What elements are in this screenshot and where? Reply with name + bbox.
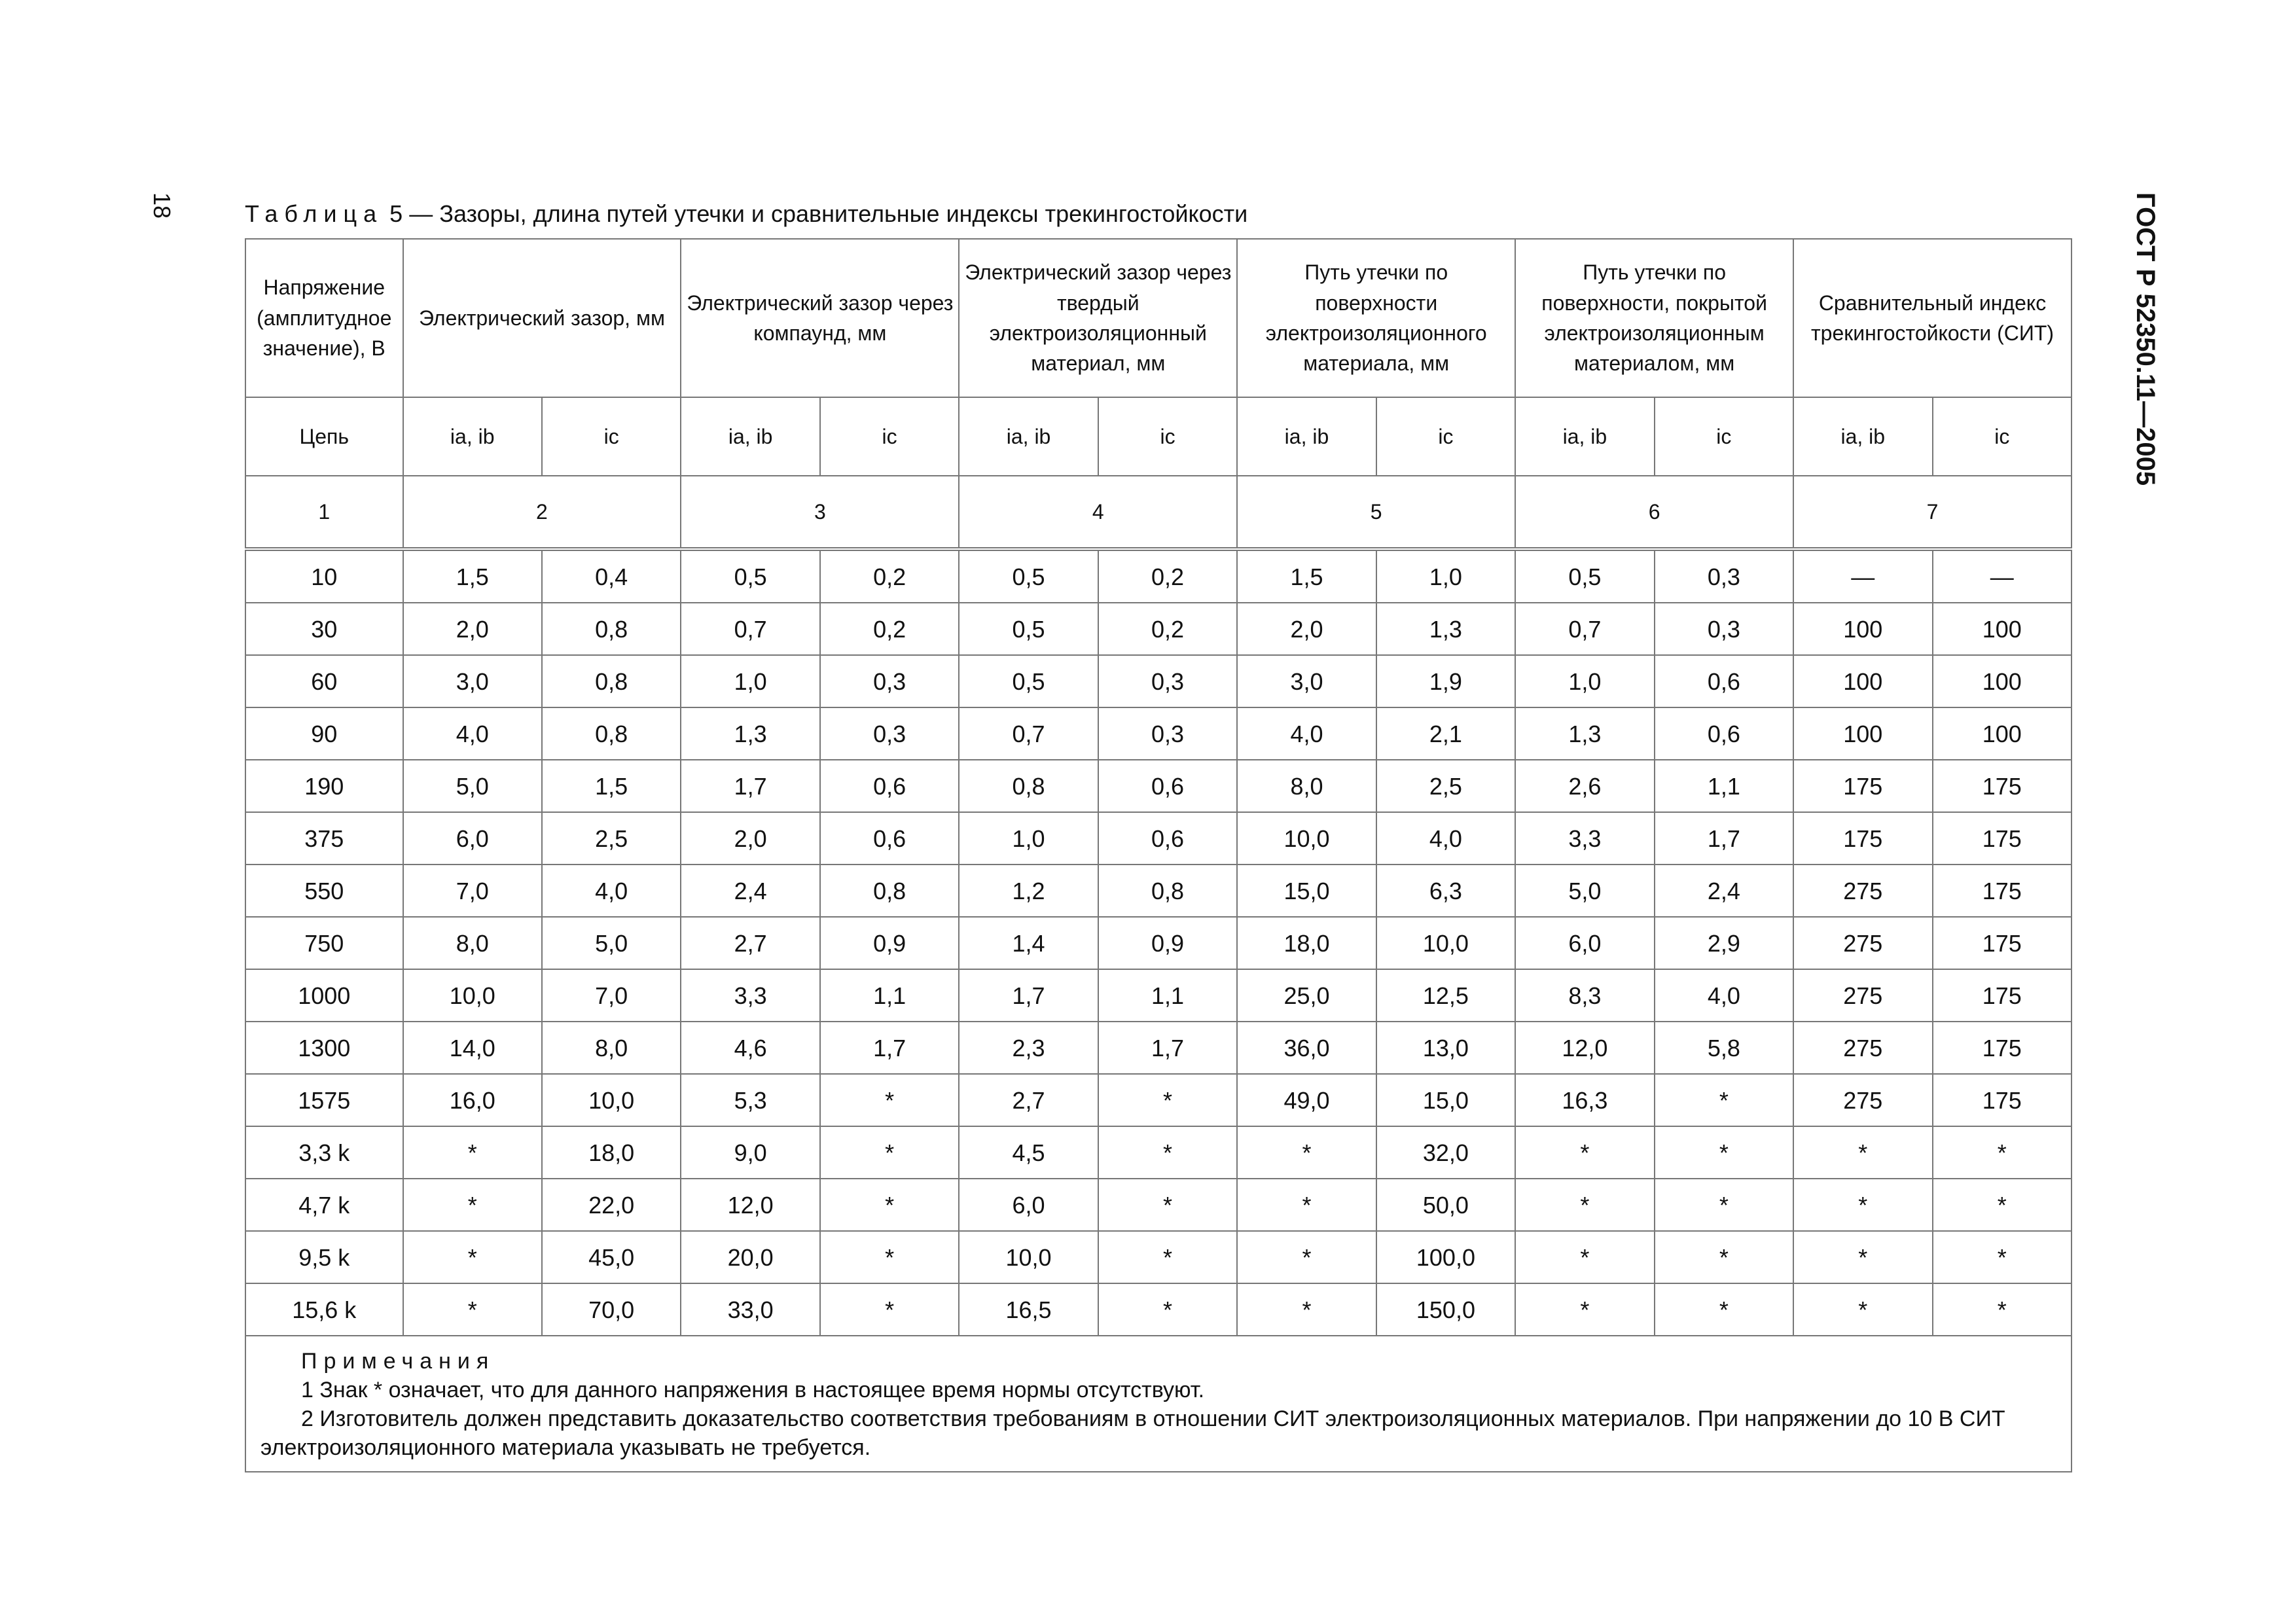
value-cell: 1,7 <box>681 760 819 812</box>
table-row <box>245 1074 2072 1126</box>
document-code: ГОСТ Р 52350.11—2005 <box>2131 192 2160 486</box>
value-cell: 20,0 <box>681 1231 819 1283</box>
voltage-cell: 1575 <box>245 1074 403 1126</box>
value-cell: 0,5 <box>681 549 819 603</box>
value-cell: 275 <box>1793 1074 1932 1126</box>
value-cell: 100 <box>1933 603 2072 655</box>
value-cell: * <box>1655 1074 1793 1126</box>
column-number: 2 <box>403 476 681 549</box>
value-cell: 10,0 <box>1237 812 1376 865</box>
value-cell: 2,7 <box>681 917 819 969</box>
value-cell: 175 <box>1793 812 1932 865</box>
column-number: 5 <box>1237 476 1515 549</box>
value-cell: 175 <box>1933 1074 2072 1126</box>
voltage-cell: 90 <box>245 707 403 760</box>
notes-title: Примечания <box>301 1348 495 1374</box>
value-cell: 0,6 <box>1655 707 1793 760</box>
value-cell: 0,2 <box>1098 549 1237 603</box>
value-cell: 1,7 <box>959 969 1098 1022</box>
table-caption <box>245 200 1247 228</box>
value-cell: 0,9 <box>820 917 959 969</box>
header-group-6: Сравнительный индекс трекингостойкости (СИТ) <box>1793 239 2072 397</box>
value-cell: 175 <box>1933 760 2072 812</box>
table-row <box>245 549 2072 603</box>
table-row <box>245 655 2072 707</box>
value-cell: 3,0 <box>1237 655 1376 707</box>
note-item: 1 Знак * означает, что для данного напряжения в настоящее время нормы отсутствуют. <box>301 1377 1205 1402</box>
value-cell: 175 <box>1933 812 2072 865</box>
clearance-table <box>245 238 2072 1472</box>
value-cell: 0,4 <box>542 549 681 603</box>
subheader-cell: ic <box>542 397 681 476</box>
value-cell: * <box>1098 1126 1237 1179</box>
value-cell: 0,8 <box>820 865 959 917</box>
value-cell: 4,6 <box>681 1022 819 1074</box>
header-group-1: Электрический зазор, мм <box>403 239 681 397</box>
subheader-cell: ic <box>820 397 959 476</box>
column-number-row <box>245 476 2072 549</box>
value-cell: 1,3 <box>681 707 819 760</box>
value-cell: — <box>1793 549 1932 603</box>
value-cell: 4,5 <box>959 1126 1098 1179</box>
value-cell: * <box>1098 1283 1237 1336</box>
value-cell: 10,0 <box>1376 917 1515 969</box>
table-row <box>245 1231 2072 1283</box>
value-cell: 3,3 <box>1515 812 1654 865</box>
value-cell: 3,3 <box>681 969 819 1022</box>
value-cell: 14,0 <box>403 1022 542 1074</box>
value-cell: 7,0 <box>403 865 542 917</box>
value-cell: 0,6 <box>1098 760 1237 812</box>
value-cell: 0,7 <box>681 603 819 655</box>
value-cell: 8,0 <box>542 1022 681 1074</box>
table-row <box>245 603 2072 655</box>
column-number: 6 <box>1515 476 1793 549</box>
value-cell: 5,0 <box>1515 865 1654 917</box>
value-cell: 100 <box>1793 655 1932 707</box>
value-cell: 0,8 <box>959 760 1098 812</box>
subheader-cell: ia, ib <box>959 397 1098 476</box>
value-cell: * <box>1933 1231 2072 1283</box>
voltage-cell: 550 <box>245 865 403 917</box>
value-cell: 15,0 <box>1376 1074 1515 1126</box>
value-cell: * <box>1933 1179 2072 1231</box>
value-cell: 22,0 <box>542 1179 681 1231</box>
value-cell: 150,0 <box>1376 1283 1515 1336</box>
value-cell: 0,2 <box>820 549 959 603</box>
value-cell: 33,0 <box>681 1283 819 1336</box>
value-cell: 2,7 <box>959 1074 1098 1126</box>
value-cell: 9,0 <box>681 1126 819 1179</box>
value-cell: 10,0 <box>542 1074 681 1126</box>
value-cell: * <box>1515 1231 1654 1283</box>
value-cell: * <box>1098 1179 1237 1231</box>
value-cell: 1,5 <box>542 760 681 812</box>
value-cell: 2,0 <box>681 812 819 865</box>
column-number: 7 <box>1793 476 2072 549</box>
value-cell: 50,0 <box>1376 1179 1515 1231</box>
value-cell: * <box>1793 1231 1932 1283</box>
value-cell: 100 <box>1793 707 1932 760</box>
value-cell: * <box>820 1283 959 1336</box>
value-cell: * <box>403 1283 542 1336</box>
value-cell: 0,5 <box>959 655 1098 707</box>
value-cell: 0,6 <box>1098 812 1237 865</box>
voltage-cell: 375 <box>245 812 403 865</box>
value-cell: 275 <box>1793 969 1932 1022</box>
value-cell: 0,5 <box>959 549 1098 603</box>
value-cell: 2,5 <box>1376 760 1515 812</box>
value-cell: 0,7 <box>1515 603 1654 655</box>
value-cell: 2,9 <box>1655 917 1793 969</box>
subheader-cell: ia, ib <box>1515 397 1654 476</box>
table-row <box>245 1283 2072 1336</box>
value-cell: 6,0 <box>1515 917 1654 969</box>
value-cell: 2,4 <box>681 865 819 917</box>
value-cell: 2,0 <box>403 603 542 655</box>
value-cell: 1,9 <box>1376 655 1515 707</box>
value-cell: * <box>1237 1283 1376 1336</box>
value-cell: 45,0 <box>542 1231 681 1283</box>
value-cell: 0,3 <box>820 707 959 760</box>
value-cell: 2,5 <box>542 812 681 865</box>
header-row <box>245 239 2072 397</box>
voltage-cell: 1300 <box>245 1022 403 1074</box>
value-cell: * <box>1237 1126 1376 1179</box>
table-row <box>245 969 2072 1022</box>
page-number: 18 <box>149 192 175 219</box>
value-cell: 0,3 <box>1655 603 1793 655</box>
value-cell: * <box>403 1126 542 1179</box>
value-cell: 16,5 <box>959 1283 1098 1336</box>
value-cell: * <box>1793 1283 1932 1336</box>
subheader-cell: ic <box>1376 397 1515 476</box>
value-cell: 2,0 <box>1237 603 1376 655</box>
value-cell: 5,0 <box>403 760 542 812</box>
voltage-cell: 60 <box>245 655 403 707</box>
value-cell: 1,3 <box>1376 603 1515 655</box>
value-cell: 4,0 <box>1237 707 1376 760</box>
value-cell: * <box>1515 1179 1654 1231</box>
value-cell: 1,1 <box>1098 969 1237 1022</box>
value-cell: * <box>1933 1126 2072 1179</box>
value-cell: 25,0 <box>1237 969 1376 1022</box>
value-cell: 0,6 <box>820 812 959 865</box>
value-cell: 10,0 <box>403 969 542 1022</box>
value-cell: 1,5 <box>403 549 542 603</box>
value-cell: 175 <box>1933 865 2072 917</box>
value-cell: 10,0 <box>959 1231 1098 1283</box>
notes-row <box>245 1336 2072 1472</box>
value-cell: 0,3 <box>1098 707 1237 760</box>
voltage-cell: 30 <box>245 603 403 655</box>
value-cell: * <box>403 1231 542 1283</box>
column-number: 3 <box>681 476 959 549</box>
header-circuit: Цепь <box>245 397 403 476</box>
value-cell: * <box>1237 1231 1376 1283</box>
value-cell: 12,0 <box>681 1179 819 1231</box>
table-row <box>245 1179 2072 1231</box>
value-cell: 0,2 <box>820 603 959 655</box>
value-cell: 1,7 <box>820 1022 959 1074</box>
value-cell: 1,7 <box>1655 812 1793 865</box>
voltage-cell: 1000 <box>245 969 403 1022</box>
voltage-cell: 15,6 k <box>245 1283 403 1336</box>
value-cell: 175 <box>1793 760 1932 812</box>
value-cell: 7,0 <box>542 969 681 1022</box>
table-row <box>245 917 2072 969</box>
value-cell: 8,3 <box>1515 969 1654 1022</box>
value-cell: 0,9 <box>1098 917 1237 969</box>
value-cell: 0,5 <box>959 603 1098 655</box>
value-cell: * <box>1098 1074 1237 1126</box>
voltage-cell: 4,7 k <box>245 1179 403 1231</box>
value-cell: * <box>1515 1283 1654 1336</box>
table-row <box>245 865 2072 917</box>
table-row <box>245 760 2072 812</box>
table-row <box>245 1022 2072 1074</box>
subheader-cell: ic <box>1098 397 1237 476</box>
value-cell: 100 <box>1933 707 2072 760</box>
table-row <box>245 812 2072 865</box>
value-cell: 4,0 <box>542 865 681 917</box>
value-cell: 100 <box>1933 655 2072 707</box>
notes-cell <box>245 1336 2072 1472</box>
value-cell: 16,3 <box>1515 1074 1654 1126</box>
subheader-cell: ic <box>1933 397 2072 476</box>
value-cell: 1,2 <box>959 865 1098 917</box>
value-cell: 5,8 <box>1655 1022 1793 1074</box>
value-cell: 175 <box>1933 917 2072 969</box>
value-cell: 12,0 <box>1515 1022 1654 1074</box>
voltage-cell: 10 <box>245 549 403 603</box>
value-cell: 100,0 <box>1376 1231 1515 1283</box>
value-cell: 15,0 <box>1237 865 1376 917</box>
value-cell: — <box>1933 549 2072 603</box>
column-number: 4 <box>959 476 1237 549</box>
value-cell: 1,5 <box>1237 549 1376 603</box>
value-cell: 12,5 <box>1376 969 1515 1022</box>
value-cell: 2,6 <box>1515 760 1654 812</box>
value-cell: 6,0 <box>403 812 542 865</box>
value-cell: * <box>1655 1179 1793 1231</box>
subheader-cell: ia, ib <box>1237 397 1376 476</box>
value-cell: 6,3 <box>1376 865 1515 917</box>
value-cell: * <box>820 1074 959 1126</box>
value-cell: * <box>403 1179 542 1231</box>
value-cell: 18,0 <box>542 1126 681 1179</box>
header-group-5: Путь утечки по поверхности, покрытой электроизоляционным материалом, мм <box>1515 239 1793 397</box>
value-cell: * <box>1515 1126 1654 1179</box>
value-cell: 275 <box>1793 865 1932 917</box>
value-cell: 0,8 <box>1098 865 1237 917</box>
subheader-cell: ia, ib <box>681 397 819 476</box>
subheader-cell: ia, ib <box>1793 397 1932 476</box>
subheader-row <box>245 397 2072 476</box>
value-cell: 32,0 <box>1376 1126 1515 1179</box>
header-group-4: Путь утечки по поверхности электроизоляционного материала, мм <box>1237 239 1515 397</box>
caption-text: 5 — Зазоры, длина путей утечки и сравнительные индексы трекингостойкости <box>389 200 1248 227</box>
value-cell: * <box>820 1126 959 1179</box>
value-cell: 13,0 <box>1376 1022 1515 1074</box>
value-cell: 175 <box>1933 969 2072 1022</box>
caption-label: Таблица <box>245 200 384 227</box>
column-number: 1 <box>245 476 403 549</box>
header-voltage: Напряжение (амплитудное значение), В <box>245 239 403 397</box>
value-cell: 0,8 <box>542 707 681 760</box>
value-cell: 1,0 <box>1515 655 1654 707</box>
value-cell: 0,6 <box>820 760 959 812</box>
voltage-cell: 9,5 k <box>245 1231 403 1283</box>
value-cell: * <box>1655 1231 1793 1283</box>
value-cell: 0,8 <box>542 603 681 655</box>
value-cell: * <box>1655 1126 1793 1179</box>
value-cell: 70,0 <box>542 1283 681 1336</box>
value-cell: 0,7 <box>959 707 1098 760</box>
value-cell: 4,0 <box>1376 812 1515 865</box>
table-row <box>245 1126 2072 1179</box>
value-cell: 275 <box>1793 1022 1932 1074</box>
voltage-cell: 190 <box>245 760 403 812</box>
value-cell: 5,3 <box>681 1074 819 1126</box>
value-cell: * <box>1793 1126 1932 1179</box>
value-cell: 1,7 <box>1098 1022 1237 1074</box>
value-cell: 1,1 <box>820 969 959 1022</box>
value-cell: 18,0 <box>1237 917 1376 969</box>
value-cell: 1,0 <box>1376 549 1515 603</box>
value-cell: 0,3 <box>820 655 959 707</box>
value-cell: 275 <box>1793 917 1932 969</box>
value-cell: 0,3 <box>1098 655 1237 707</box>
value-cell: 4,0 <box>403 707 542 760</box>
value-cell: 16,0 <box>403 1074 542 1126</box>
value-cell: 2,4 <box>1655 865 1793 917</box>
subheader-cell: ic <box>1655 397 1793 476</box>
note-item <box>260 1404 2056 1462</box>
value-cell: * <box>1933 1283 2072 1336</box>
value-cell: 8,0 <box>1237 760 1376 812</box>
value-cell: 3,0 <box>403 655 542 707</box>
value-cell: 49,0 <box>1237 1074 1376 1126</box>
note-item-text: 2 Изготовитель должен представить доказательство соответствия требованиям в отношении СИТ электроизоляционных материалов. При напряжении до 10 В СИТ электроизоляционного материала указывать не требуется. <box>260 1406 2005 1461</box>
value-cell: 8,0 <box>403 917 542 969</box>
voltage-cell: 750 <box>245 917 403 969</box>
value-cell: 1,3 <box>1515 707 1654 760</box>
header-group-3: Электрический зазор через твердый электроизоляционный материал, мм <box>959 239 1237 397</box>
value-cell: 1,1 <box>1655 760 1793 812</box>
value-cell: * <box>1237 1179 1376 1231</box>
table-row <box>245 707 2072 760</box>
value-cell: 100 <box>1793 603 1932 655</box>
value-cell: 0,6 <box>1655 655 1793 707</box>
value-cell: 1,0 <box>681 655 819 707</box>
value-cell: 0,5 <box>1515 549 1654 603</box>
value-cell: 0,2 <box>1098 603 1237 655</box>
voltage-cell: 3,3 k <box>245 1126 403 1179</box>
value-cell: * <box>1655 1283 1793 1336</box>
value-cell: * <box>820 1231 959 1283</box>
header-group-2: Электрический зазор через компаунд, мм <box>681 239 959 397</box>
value-cell: 0,3 <box>1655 549 1793 603</box>
value-cell: 0,8 <box>542 655 681 707</box>
value-cell: 2,3 <box>959 1022 1098 1074</box>
value-cell: 1,4 <box>959 917 1098 969</box>
value-cell: 4,0 <box>1655 969 1793 1022</box>
value-cell: 2,1 <box>1376 707 1515 760</box>
value-cell: 5,0 <box>542 917 681 969</box>
value-cell: * <box>1098 1231 1237 1283</box>
value-cell: 175 <box>1933 1022 2072 1074</box>
value-cell: 1,0 <box>959 812 1098 865</box>
value-cell: * <box>1793 1179 1932 1231</box>
subheader-cell: ia, ib <box>403 397 542 476</box>
value-cell: 36,0 <box>1237 1022 1376 1074</box>
value-cell: * <box>820 1179 959 1231</box>
value-cell: 6,0 <box>959 1179 1098 1231</box>
